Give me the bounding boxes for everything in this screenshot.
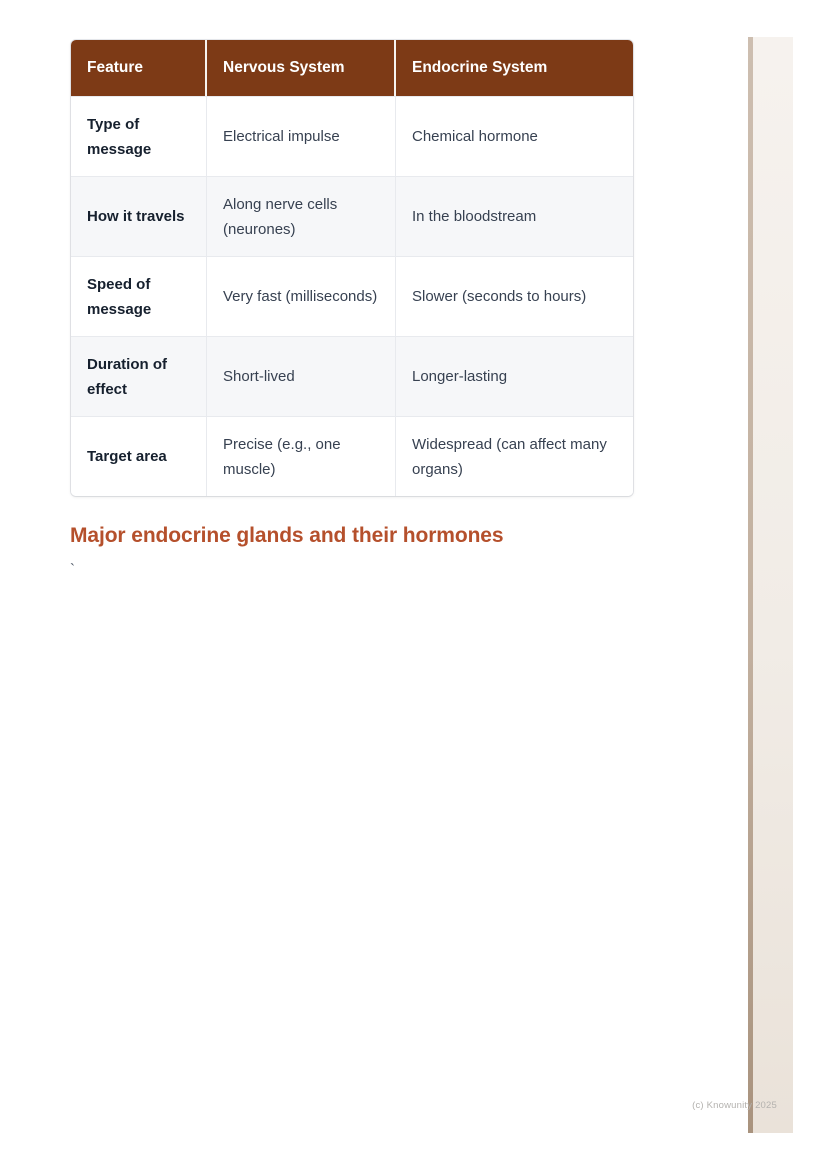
feature-cell: Type of message: [71, 96, 207, 176]
endocrine-cell: Slower (seconds to hours): [396, 256, 633, 336]
feature-cell: Duration of effect: [71, 336, 207, 416]
endocrine-cell: In the bloodstream: [396, 176, 633, 256]
stripe-shadow-edge: [748, 37, 753, 1133]
copyright-footer: (c) Knowunity 2025: [692, 1100, 777, 1111]
nervous-vs-endocrine-table: [71, 40, 633, 496]
feature-cell: How it travels: [71, 176, 207, 256]
feature-cell: Target area: [71, 416, 207, 496]
feature-cell: Speed of message: [71, 256, 207, 336]
section-heading: Major endocrine glands and their hormones: [70, 524, 504, 547]
column-header-feature: Feature: [71, 40, 207, 96]
endocrine-cell: Longer-lasting: [396, 336, 633, 416]
page-edge-stripe: [748, 37, 793, 1133]
column-header-endocrine: Endocrine System: [396, 40, 633, 96]
nervous-cell: Precise (e.g., one muscle): [207, 416, 396, 496]
endocrine-cell: Widespread (can affect many organs): [396, 416, 633, 496]
table-row: [71, 176, 633, 256]
table-row: [71, 416, 633, 496]
table-row: [71, 336, 633, 416]
column-header-nervous: Nervous System: [207, 40, 396, 96]
table-row: [71, 256, 633, 336]
endocrine-cell: Chemical hormone: [396, 96, 633, 176]
stray-backtick-text: `: [70, 561, 75, 578]
nervous-cell: Very fast (milliseconds): [207, 256, 396, 336]
nervous-cell: Along nerve cells (neurones): [207, 176, 396, 256]
table-header-row: [71, 40, 633, 96]
nervous-cell: Electrical impulse: [207, 96, 396, 176]
nervous-cell: Short-lived: [207, 336, 396, 416]
table-row: [71, 96, 633, 176]
